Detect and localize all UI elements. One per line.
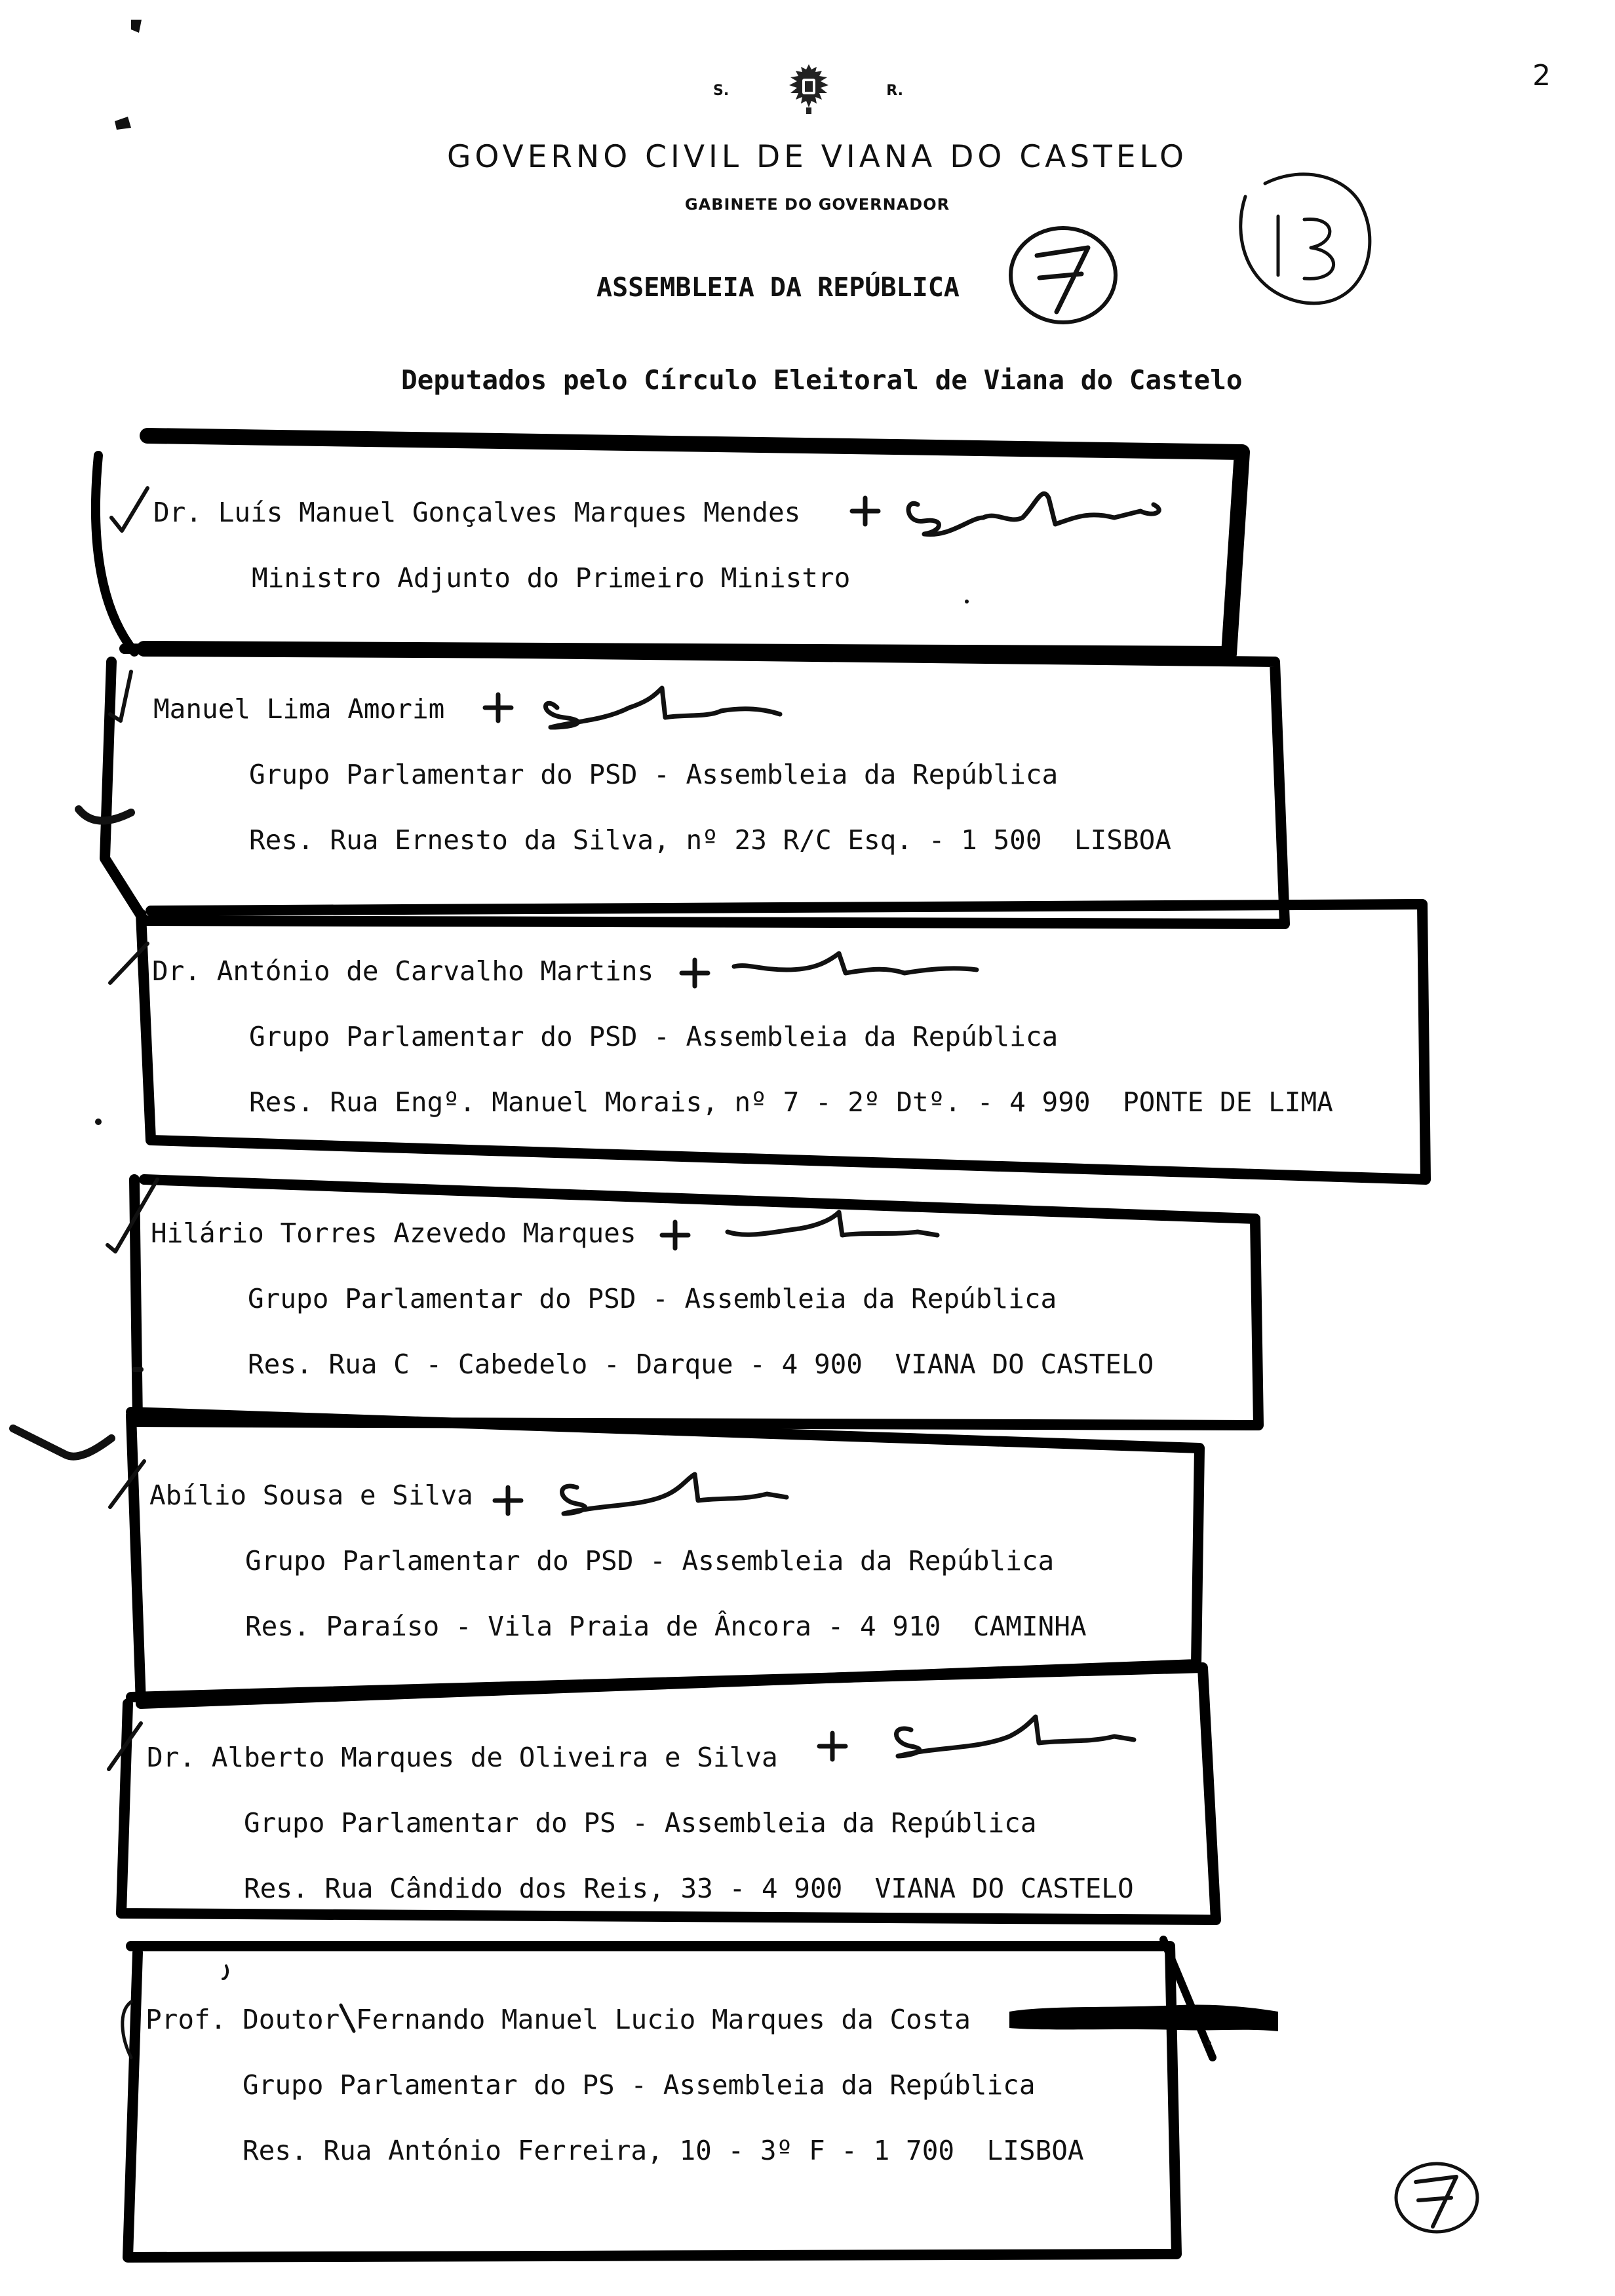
- seal-letter-s: S.: [713, 83, 730, 99]
- deputy-7-name: Prof. Doutor Fernando Manuel Lucio Marques da Costa: [146, 2004, 971, 2035]
- deputy-6-address: Res. Rua Cândido dos Reis, 33 - 4 900 VIANA DO CASTELO: [244, 1873, 1134, 1904]
- letterhead-title: GOVERNO CIVIL DE VIANA DO CASTELO: [446, 139, 1188, 175]
- assembly-heading: ASSEMBLEIA DA REPÚBLICA: [596, 273, 960, 303]
- page-number: 2: [1532, 59, 1551, 92]
- deputy-1-role: Ministro Adjunto do Primeiro Ministro: [252, 562, 851, 594]
- box-deputy-7: [128, 1946, 1177, 2257]
- deputy-6-name: Dr. Alberto Marques de Oliveira e Silva: [147, 1742, 778, 1773]
- deputy-4-address: Res. Rua C - Cabedelo - Darque - 4 900 VIANA DO CASTELO: [248, 1349, 1154, 1380]
- deputy-3-group: Grupo Parlamentar do PSD - Assembleia da República: [249, 1021, 1059, 1052]
- deputy-3-address: Res. Rua Engº. Manuel Morais, nº 7 - 2º Dtº. - 4 990 PONTE DE LIMA: [249, 1086, 1333, 1118]
- deputy-5-address: Res. Paraíso - Vila Praia de Âncora - 4 910 CAMINHA: [245, 1611, 1087, 1642]
- spouse-notes: [485, 493, 1159, 1759]
- deputy-5-name: Abílio Sousa e Silva: [149, 1480, 473, 1511]
- circled-seven-bottom-annotation: [1396, 2164, 1477, 2232]
- deputy-4-group: Grupo Parlamentar do PSD - Assembleia da República: [248, 1283, 1057, 1314]
- deputy-6-group: Grupo Parlamentar do PS - Assembleia da República: [244, 1807, 1037, 1839]
- box-deputy-3: [141, 904, 1426, 1179]
- deputy-2-address: Res. Rua Ernesto da Silva, nº 23 R/C Esq. - 1 500 LISBOA: [249, 824, 1171, 856]
- deputy-7-group: Grupo Parlamentar do PS - Assembleia da República: [243, 2069, 1036, 2101]
- deputy-2-name: Manuel Lima Amorim: [153, 693, 445, 725]
- letterhead-subtitle: GABINETE DO GOVERNADOR: [684, 195, 950, 214]
- box-deputy-4: [134, 1179, 1258, 1425]
- seal-letter-r: R.: [886, 83, 903, 99]
- circled-seven-annotation: [1011, 228, 1116, 322]
- circled-thirteen-annotation: [1241, 174, 1370, 303]
- deputy-5-group: Grupo Parlamentar do PSD - Assembleia da República: [245, 1545, 1055, 1577]
- box-deputy-2: [105, 649, 1285, 924]
- deputy-4-name: Hilário Torres Azevedo Marques: [151, 1217, 636, 1249]
- deputy-1-name: Dr. Luís Manuel Gonçalves Marques Mendes: [153, 497, 801, 528]
- deputy-2-group: Grupo Parlamentar do PSD - Assembleia da República: [249, 759, 1059, 790]
- box-deputy-6: [121, 1668, 1216, 1920]
- redaction-mark: [123, 1966, 1278, 2057]
- deputy-3-name: Dr. António de Carvalho Martins: [152, 955, 654, 987]
- list-title: Deputados pelo Círculo Eleitoral de Viana do Castelo: [401, 364, 1243, 396]
- box-deputy-5: [131, 1412, 1199, 1704]
- box-deputy-1: [144, 436, 1242, 654]
- deputy-7-address: Res. Rua António Ferreira, 10 - 3º F - 1 700 LISBOA: [243, 2135, 1084, 2166]
